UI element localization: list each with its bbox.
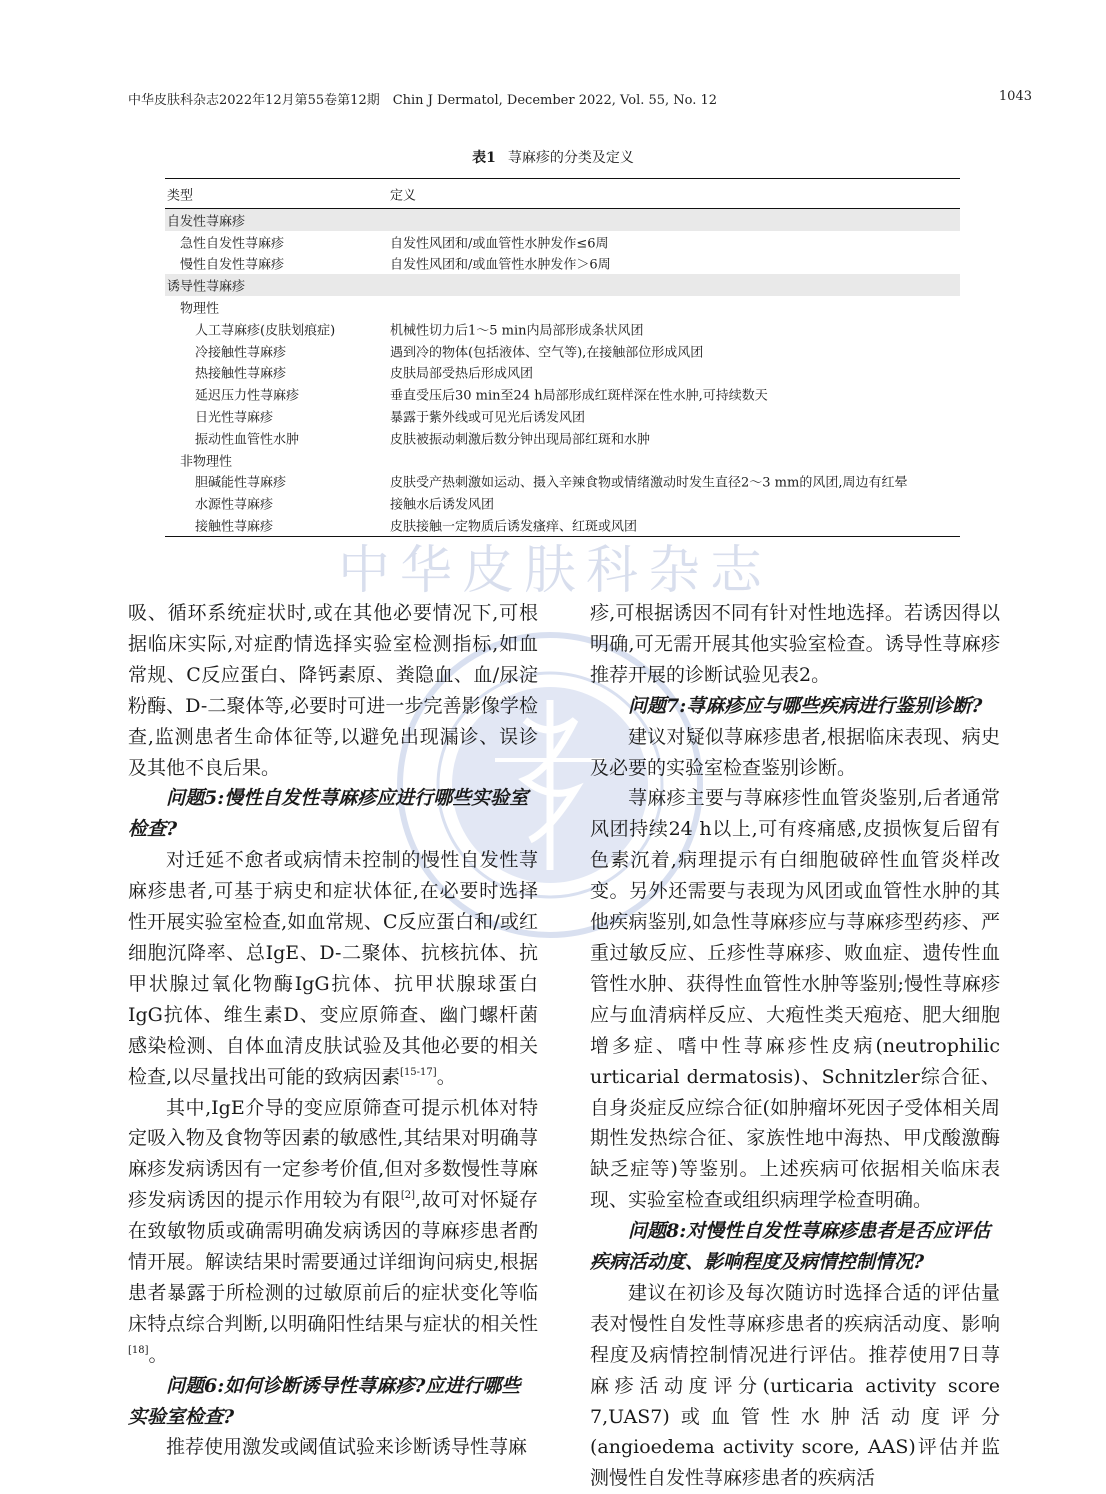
paragraph [128, 1093, 538, 1371]
column-header-type: 类型 [167, 188, 194, 203]
table-row [165, 449, 960, 471]
table-row [165, 274, 960, 296]
table-row [165, 383, 960, 405]
citation-ref: [18] [128, 1344, 149, 1356]
running-header [128, 89, 1032, 111]
table-cell-definition: 皮肤受产热刺激如运动、摄入辛辣食物或情绪激动时发生直径2～3 mm的风团,周边有红晕 [390, 475, 908, 491]
paragraph: 推荐使用激发或阈值试验来诊断诱导性荨麻 [166, 1436, 528, 1459]
table-row [165, 340, 960, 362]
table-cell-type: 振动性血管性水肿 [195, 432, 300, 448]
table-cell-definition: 遇到冷的物体(包括液体、空气等),在接触部位形成风团 [390, 345, 704, 361]
table-header-row [165, 179, 960, 208]
question-8-heading: 问题8:对慢性自发性荨麻疹患者是否应评估疾病活动度、影响程度及病情控制情况? [590, 1220, 991, 1274]
paragraph-end: 。 [436, 1065, 456, 1088]
table-title: 荨麻疹的分类及定义 [507, 150, 634, 166]
paragraph: 疹,可根据诱因不同有针对性地选择。若诱因得以明确,可无需开展其他实验室检查。诱导性荨麻疹推荐开展的诊断试验见表2。 [590, 602, 1000, 686]
table-cell-type: 接触性荨麻疹 [195, 519, 274, 535]
left-text-column [128, 598, 538, 1463]
table-cell-type: 物理性 [180, 301, 220, 317]
paragraph: 荨麻疹主要与荨麻疹性血管炎鉴别,后者通常风团持续24 h以上,可有疼痛感,皮损恢复后留有色素沉着,病理提示有白细胞破碎性血管炎样改变。另外还需要与表现为风团或血管性水肿的其他疾病鉴别,如急性荨麻疹应与荨麻疹型药疹、严重过敏反应、丘疹性荨麻疹、败血症、遗传性血管性水肿、获得性血管性水肿等鉴别;慢性荨麻疹应与血清病样反应、大疱性类天疱疮、肥大细胞增多症、嗜中性荨麻疹性皮病(neutrophilic urticarial dermatosis)、Schnitzler综合征、自身炎症反应综合征(如肿瘤坏死因子受体相关周期性发热综合征、家族性地中海热、甲戊酸激酶缺乏症等)等鉴别。上述疾病可依据相关临床表现、实验室检查或组织病理学检查明确。 [590, 787, 1000, 1212]
table-row [165, 209, 960, 231]
paragraph-text: 对迁延不愈者或病情未控制的慢性自发性荨麻疹患者,可基于病史和症状体征,在必要时选择性开展实验室检查,如血常规、C反应蛋白和/或红细胞沉降率、总IgE、D-二聚体、抗核抗体、抗甲状腺过氧化物酶IgG抗体、抗甲状腺球蛋白IgG抗体、维生素D、变应原筛查、幽门螺杆菌感染检测、自体血清皮肤试验及其他必要的相关检查,以尽量找出可能的致病因素 [128, 849, 538, 1088]
table-row [165, 362, 960, 384]
table-cell-type: 人工荨麻疹(皮肤划痕症) [195, 323, 336, 339]
table-cell-type: 慢性自发性荨麻疹 [180, 257, 285, 273]
table-row [165, 492, 960, 514]
table-row [165, 231, 960, 253]
table-row [165, 296, 960, 318]
paragraph: 吸、循环系统症状时,或在其他必要情况下,可根据临床实际,对症酌情选择实验室检测指标,如血常规、C反应蛋白、降钙素原、粪隐血、血/尿淀粉酶、D-二聚体等,必要时可进一步完善影像学检查,监测患者生命体征等,以避免出现漏诊、误诊及其他不良后果。 [128, 602, 538, 779]
right-text-column [590, 598, 1000, 1494]
journal-watermark: 中华皮肤科杂志 [337, 541, 772, 601]
table-cell-type: 冷接触性荨麻疹 [195, 345, 287, 361]
table-cell-definition: 皮肤接触一定物质后诱发瘙痒、红斑或风团 [390, 519, 638, 535]
table-caption [0, 147, 1106, 167]
table-cell-definition: 暴露于紫外线或可见光后诱发风团 [390, 410, 586, 426]
table-cell-definition: 自发性风团和/或血管性水肿发作≤6周 [390, 236, 609, 252]
table-cell-definition: 皮肤被振动刺激后数分钟出现局部红斑和水肿 [390, 432, 651, 448]
table-cell-type: 急性自发性荨麻疹 [180, 236, 285, 252]
table-row [165, 471, 960, 493]
classification-table [165, 178, 960, 537]
paragraph: 建议对疑似荨麻疹患者,根据临床表现、病史及必要的实验室检查鉴别诊断。 [590, 725, 1000, 779]
citation-ref: [15-17] [400, 1066, 437, 1078]
table-cell-definition: 机械性切力后1～5 min内局部形成条状风团 [390, 323, 644, 339]
question-5-heading: 问题5:慢性自发性荨麻疹应进行哪些实验室检查? [128, 787, 529, 841]
column-header-definition: 定义 [390, 188, 417, 203]
paragraph [128, 845, 538, 1092]
table-cell-definition: 接触水后诱发风团 [390, 497, 495, 513]
citation-ref: [2] [400, 1190, 416, 1202]
table-cell-type: 热接触性荨麻疹 [195, 366, 287, 382]
table-cell-definition: 皮肤局部受热后形成风团 [390, 366, 534, 382]
paragraph: 建议在初诊及每次随访时选择合适的评估量表对慢性自发性荨麻疹患者的疾病活动度、影响程度及病情控制情况进行评估。推荐使用7日荨麻疹活动度评分(urticaria activity score 7,UAS7)或血管性水肿活动度评分(angioedema activity score, AAS)评估并监测慢性自发性荨麻疹患者的疾病活 [590, 1281, 1000, 1490]
table-row [165, 253, 960, 275]
table-row [165, 427, 960, 449]
paragraph-end: 。 [148, 1343, 168, 1366]
table-row [165, 318, 960, 340]
table-cell-type: 水源性荨麻疹 [195, 497, 274, 513]
table-cell-type: 胆碱能性荨麻疹 [195, 475, 287, 491]
table-cell-type: 非物理性 [180, 454, 233, 470]
table-row [165, 405, 960, 427]
table-cell-type: 自发性荨麻疹 [167, 214, 246, 230]
table-cell-type: 日光性荨麻疹 [195, 410, 274, 426]
paragraph-text: 其中,IgE介导的变应原筛查可提示机体对特定吸入物及食物等因素的敏感性,其结果对明确荨麻疹发病诱因有一定参考价值,但对多数慢性荨麻疹发病诱因的提示作用较为有限 [128, 1096, 538, 1212]
page-number: 1043 [998, 89, 1032, 104]
table-label: 表1 [472, 150, 496, 166]
table-cell-definition: 垂直受压后30 min至24 h局部形成红斑样深在性水肿,可持续数天 [390, 388, 768, 404]
question-7-heading: 问题7:荨麻疹应与哪些疾病进行鉴别诊断? [628, 694, 983, 717]
table-body [165, 209, 960, 536]
paragraph-text: ,故可对怀疑存在致敏物质或确需明确发病诱因的荨麻疹患者酌情开展。解读结果时需要通过详细询问病史,根据患者暴露于所检测的过敏原前后的症状变化等临床特点综合判断,以明确阳性结果与症状的相关性 [128, 1189, 538, 1335]
question-6-heading: 问题6:如何诊断诱导性荨麻疹?应进行哪些实验室检查? [128, 1374, 521, 1428]
table-cell-type: 诱导性荨麻疹 [167, 279, 246, 295]
table-cell-type: 延迟压力性荨麻疹 [195, 388, 300, 404]
journal-citation: 中华皮肤科杂志2022年12月第55卷第12期 Chin J Dermatol, December 2022, Vol. 55, No. 12 [128, 93, 718, 108]
table-cell-definition: 自发性风团和/或血管性水肿发作＞6周 [390, 257, 611, 273]
